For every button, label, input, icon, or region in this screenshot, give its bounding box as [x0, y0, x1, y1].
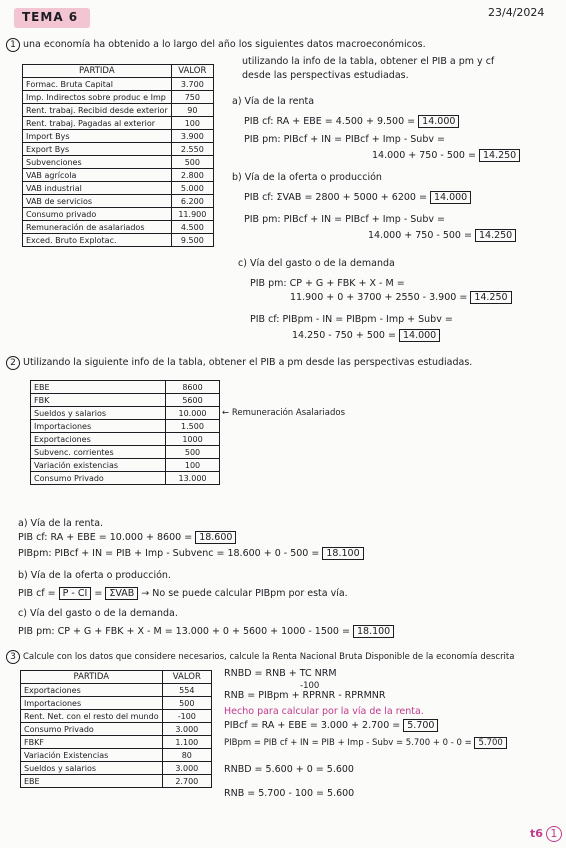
table-row — [31, 472, 220, 485]
partida-cell: Sueldos y salarios — [21, 762, 163, 775]
ex1-c-line1: PIB pm: CP + G + FBK + X - M = — [250, 278, 405, 289]
valor-cell: 2.700 — [162, 775, 211, 788]
ex3-pink-note: Hecho para calcular por la vía de la renta. — [224, 706, 424, 717]
ex2-arrow-note: ← Remuneración Asalariados — [222, 408, 346, 418]
partida-cell: Rent. trabaj. Recibid desde exterior — [23, 104, 172, 117]
valor-cell: 5.000 — [171, 182, 213, 195]
ex3-line6: RNB = 5.700 - 100 = 5.600 — [224, 788, 355, 799]
partida-cell: Subvenc. corrientes — [31, 446, 166, 459]
table-row — [21, 697, 212, 710]
table-row — [21, 749, 212, 762]
valor-cell: 100 — [171, 117, 213, 130]
table-row — [31, 407, 220, 420]
page-title: TEMA 6 — [22, 10, 79, 24]
ex1-c-line2: 11.900 + 0 + 3700 + 2550 - 3.900 = 14.250 — [290, 292, 512, 303]
table-row — [21, 684, 212, 697]
valor-cell: 1.100 — [162, 736, 211, 749]
valor-cell: 13.000 — [166, 472, 220, 485]
partida-cell: Remuneración de asalariados — [23, 221, 172, 234]
valor-cell: -100 — [162, 710, 211, 723]
partida-cell: Importaciones — [31, 420, 166, 433]
page-date: 23/4/2024 — [488, 6, 545, 19]
page-title-highlight — [14, 8, 90, 28]
partida-cell: Importaciones — [21, 697, 163, 710]
valor-cell: 2.550 — [171, 143, 213, 156]
valor-cell: 3.000 — [162, 723, 211, 736]
ex3-line2-note: -100 — [300, 681, 320, 691]
ex3-result3: 5.700 — [403, 719, 438, 732]
ex1-a-result3: 14.250 — [479, 149, 520, 162]
table-row — [21, 710, 212, 723]
ex1-number: 1 — [6, 38, 20, 52]
partida-cell: Variación Existencias — [21, 749, 163, 762]
partida-cell: VAB de servicios — [23, 195, 172, 208]
valor-cell: 5600 — [166, 394, 220, 407]
ex2-c-line1: PIB pm: CP + G + FBK + X - M = 13.000 + 0 + 5600 + 1000 - 1500 = 18.100 — [18, 626, 394, 637]
ex3-statement: 3 Calcule con los datos que considere necesarios, calcule la Renta Nacional Bruta Disponible de la economía descrita — [6, 650, 514, 664]
partida-cell: Exced. Bruto Explotac. — [23, 234, 172, 247]
partida-cell: VAB industrial — [23, 182, 172, 195]
ex3-col-valor: VALOR — [162, 671, 211, 684]
ex1-c-line4: 14.250 - 750 + 500 = 14.000 — [292, 330, 440, 341]
ex1-b-title: b) Vía de la oferta o producción — [232, 172, 382, 183]
valor-cell: 3.700 — [171, 78, 213, 91]
partida-cell: Import Bys — [23, 130, 172, 143]
valor-cell: 750 — [171, 91, 213, 104]
valor-cell: 10.000 — [166, 407, 220, 420]
ex2-a-line1: PIB cf: RA + EBE = 10.000 + 8600 = 18.600 — [18, 532, 236, 543]
partida-cell: Consumo privado — [23, 208, 172, 221]
ex3-table — [20, 670, 212, 788]
table-row — [23, 208, 214, 221]
valor-cell: 4.500 — [171, 221, 213, 234]
ex1-b-result1: 14.000 — [430, 191, 471, 204]
ex1-statement: 1 una economía ha obtenido a lo largo del año los siguientes datos macroeconómicos. — [6, 38, 426, 52]
partida-cell: Formac. Bruta Capital — [23, 78, 172, 91]
ex1-b-line2: PIB pm: PIBcf + IN = PIBcf + Imp - Subv = — [244, 214, 445, 225]
table-row — [31, 394, 220, 407]
ex1-statement-line2: utilizando la info de la tabla, obtener el PIB a pm y cf — [242, 56, 495, 67]
ex1-c-result4: 14.000 — [399, 329, 440, 342]
ex2-a-result2: 18.100 — [322, 547, 363, 560]
table-row — [23, 104, 214, 117]
valor-cell: 11.900 — [171, 208, 213, 221]
ex1-statement-line3: desde las perspectivas estudiadas. — [242, 70, 409, 81]
valor-cell: 554 — [162, 684, 211, 697]
ex1-table-body — [23, 78, 214, 247]
ex1-table — [22, 64, 214, 247]
table-row — [31, 433, 220, 446]
ex2-statement: 2 Utilizando la siguiente info de la tabla, obtener el PIB a pm desde las perspectivas estudiadas. — [6, 356, 472, 370]
valor-cell: 500 — [166, 446, 220, 459]
ex1-a-line1: PIB cf: RA + EBE = 4.500 + 9.500 = 14.000 — [244, 116, 459, 127]
ex2-a-title: a) Vía de la renta. — [18, 518, 104, 529]
ex3-number: 3 — [6, 650, 20, 664]
table-row — [31, 446, 220, 459]
valor-cell: 80 — [162, 749, 211, 762]
valor-cell: 3.000 — [162, 762, 211, 775]
partida-cell: Rent. trabaj. Pagadas al exterior — [23, 117, 172, 130]
page-number: t6 1 — [530, 826, 562, 842]
valor-cell: 9.500 — [171, 234, 213, 247]
ex1-c-title: c) Vía del gasto o de la demanda — [238, 258, 395, 269]
valor-cell: 2.800 — [171, 169, 213, 182]
table-row — [23, 195, 214, 208]
partida-cell: Rent. Net. con el resto del mundo — [21, 710, 163, 723]
table-row — [23, 78, 214, 91]
partida-cell: Consumo Privado — [21, 723, 163, 736]
ex2-table — [30, 380, 220, 485]
table-row — [21, 723, 212, 736]
ex2-b-line1: PIB cf = P - CI = ΣVAB → No se puede calcular PIBpm por esta vía. — [18, 588, 348, 599]
table-row — [23, 156, 214, 169]
ex1-col-valor: VALOR — [171, 65, 213, 78]
partida-cell: FBK — [31, 394, 166, 407]
table-row — [31, 459, 220, 472]
ex3-col-partida: PARTIDA — [21, 671, 163, 684]
partida-cell: Exportaciones — [31, 433, 166, 446]
ex3-line2: RNB = PIBpm + RPRNR - RPRMNR — [224, 690, 386, 701]
valor-cell: 500 — [171, 156, 213, 169]
ex1-b-line1: PIB cf: ΣVAB = 2800 + 5000 + 6200 = 14.000 — [244, 192, 471, 203]
valor-cell: 6.200 — [171, 195, 213, 208]
table-row — [23, 182, 214, 195]
table-row — [23, 91, 214, 104]
ex3-line5: RNBD = 5.600 + 0 = 5.600 — [224, 764, 354, 775]
partida-cell: Export Bys — [23, 143, 172, 156]
table-row — [23, 234, 214, 247]
valor-cell: 1.500 — [166, 420, 220, 433]
partida-cell: Imp. Indirectos sobre produc e Imp — [23, 91, 172, 104]
ex1-a-title: a) Vía de la renta — [232, 96, 315, 107]
table-row — [23, 130, 214, 143]
ex1-a-line2: PIB pm: PIBcf + IN = PIBcf + Imp - Subv = — [244, 134, 445, 145]
ex2-c-title: c) Vía del gasto o de la demanda. — [18, 608, 178, 619]
valor-cell: 8600 — [166, 381, 220, 394]
ex2-table-body — [31, 381, 220, 485]
ex1-c-result2: 14.250 — [470, 291, 511, 304]
partida-cell: EBE — [31, 381, 166, 394]
table-row — [21, 736, 212, 749]
ex2-b-title: b) Vía de la oferta o producción. — [18, 570, 171, 581]
partida-cell: Exportaciones — [21, 684, 163, 697]
ex2-a-result1: 18.600 — [195, 531, 236, 544]
ex2-a-line2: PIBpm: PIBcf + IN = PIB + Imp - Subvenc = 18.600 + 0 - 500 = 18.100 — [18, 548, 364, 559]
partida-cell: Variación existencias — [31, 459, 166, 472]
table-row — [23, 117, 214, 130]
ex1-b-result3: 14.250 — [475, 229, 516, 242]
partida-cell: EBE — [21, 775, 163, 788]
table-row — [21, 762, 212, 775]
partida-cell: VAB agrícola — [23, 169, 172, 182]
ex3-line4: PIBpm = PIB cf + IN = PIB + Imp - Subv = 5.700 + 0 - 0 = 5.700 — [224, 738, 507, 749]
ex3-line1: RNBD = RNB + TC NRM — [224, 668, 337, 679]
ex3-result4: 5.700 — [474, 737, 506, 749]
table-row — [23, 221, 214, 234]
partida-cell: Sueldos y salarios — [31, 407, 166, 420]
partida-cell: FBKF — [21, 736, 163, 749]
table-row — [21, 775, 212, 788]
ex3-table-body — [21, 684, 212, 788]
table-row — [23, 169, 214, 182]
ex2-c-result1: 18.100 — [353, 625, 394, 638]
valor-cell: 3.900 — [171, 130, 213, 143]
table-row — [31, 381, 220, 394]
valor-cell: 500 — [162, 697, 211, 710]
table-row — [23, 143, 214, 156]
valor-cell: 1000 — [166, 433, 220, 446]
ex1-c-line3: PIB cf: PIBpm - IN = PIBpm - Imp + Subv = — [250, 314, 453, 325]
valor-cell: 90 — [171, 104, 213, 117]
ex3-line3: PIBcf = RA + EBE = 3.000 + 2.700 = 5.700 — [224, 720, 438, 731]
ex1-col-partida: PARTIDA — [23, 65, 172, 78]
ex1-b-line3: 14.000 + 750 - 500 = 14.250 — [368, 230, 516, 241]
ex1-a-line3: 14.000 + 750 - 500 = 14.250 — [372, 150, 520, 161]
valor-cell: 100 — [166, 459, 220, 472]
ex1-a-result1: 14.000 — [418, 115, 459, 128]
partida-cell: Subvenciones — [23, 156, 172, 169]
table-row — [31, 420, 220, 433]
ex2-number: 2 — [6, 356, 20, 370]
partida-cell: Consumo Privado — [31, 472, 166, 485]
